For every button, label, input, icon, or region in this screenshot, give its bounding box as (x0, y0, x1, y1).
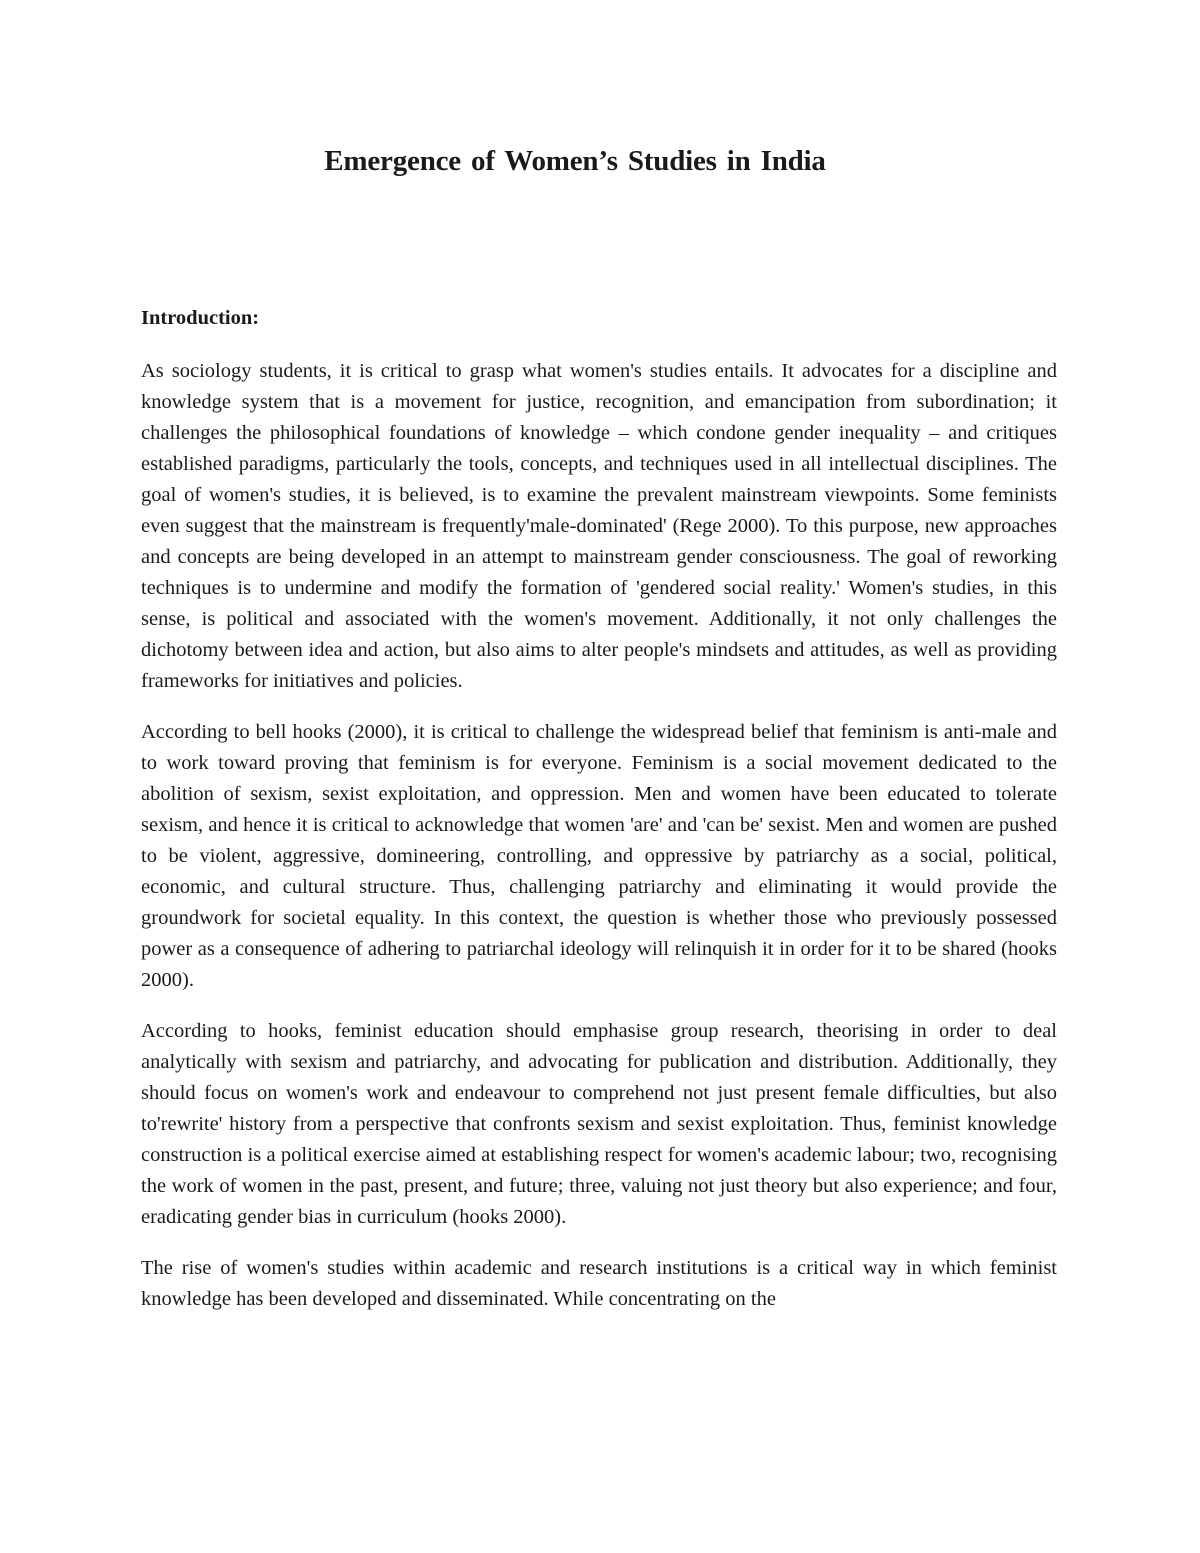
paragraph-2: According to bell hooks (2000), it is critical to challenge the widespread belief that feminism is anti-male and to work toward proving that feminism is for everyone. Feminism is a social movement dedicated to the abolition of sexism, sexist exploitation, and oppression. Men and women have been educated to tolerate sexism, and hence it is critical to acknowledge that women 'are' and 'can be' sexist. Men and women are pushed to be violent, aggressive, domineering, controlling, and oppressive by patriarchy as a social, political, economic, and cultural structure. Thus, challenging patriarchy and eliminating it would provide the groundwork for societal equality. In this context, the question is whether those who previously possessed power as a consequence of adhering to patriarchal ideology will relinquish it in order for it to be shared (hooks 2000). (141, 721, 1057, 991)
paragraph-4: The rise of women's studies within academic and research institutions is a critical way in which feminist knowledge has been developed and disseminated. While concentrating on the (141, 1257, 1057, 1310)
section-heading: Introduction: (141, 307, 260, 329)
paragraph-3: According to hooks, feminist education should emphasise group research, theorising in order to deal analytically with sexism and patriarchy, and advocating for publication and distribution. Additionally, they should focus on women's work and endeavour to comprehend not just present female difficulties, but also to'rewrite' history from a perspective that confronts sexism and sexist exploitation. Thus, feminist knowledge construction is a political exercise aimed at establishing respect for women's academic labour; two, recognising the work of women in the past, present, and future; three, valuing not just theory but also experience; and four, eradicating gender bias in curriculum (hooks 2000). (141, 1020, 1057, 1228)
paragraph-1: As sociology students, it is critical to grasp what women's studies entails. It advocates for a discipline and knowledge system that is a movement for justice, recognition, and emancipation from subordination; it challenges the philosophical foundations of knowledge – which condone gender inequality – and critiques established paradigms, particularly the tools, concepts, and techniques used in all intellectual disciplines. The goal of women's studies, it is believed, is to examine the prevalent mainstream viewpoints. Some feminists even suggest that the mainstream is frequently'male-dominated' (Rege 2000). To this purpose, new approaches and concepts are being developed in an attempt to mainstream gender consciousness. The goal of reworking techniques is to undermine and modify the formation of 'gendered social reality.' Women's studies, in this sense, is political and associated with the women's movement. Additionally, it not only challenges the dichotomy between idea and action, but also aims to alter people's mindsets and attitudes, as well as providing frameworks for initiatives and policies. (141, 360, 1057, 692)
document-body (141, 303, 1057, 1335)
document-title: Emergence of Women’s Studies in India (324, 145, 826, 177)
